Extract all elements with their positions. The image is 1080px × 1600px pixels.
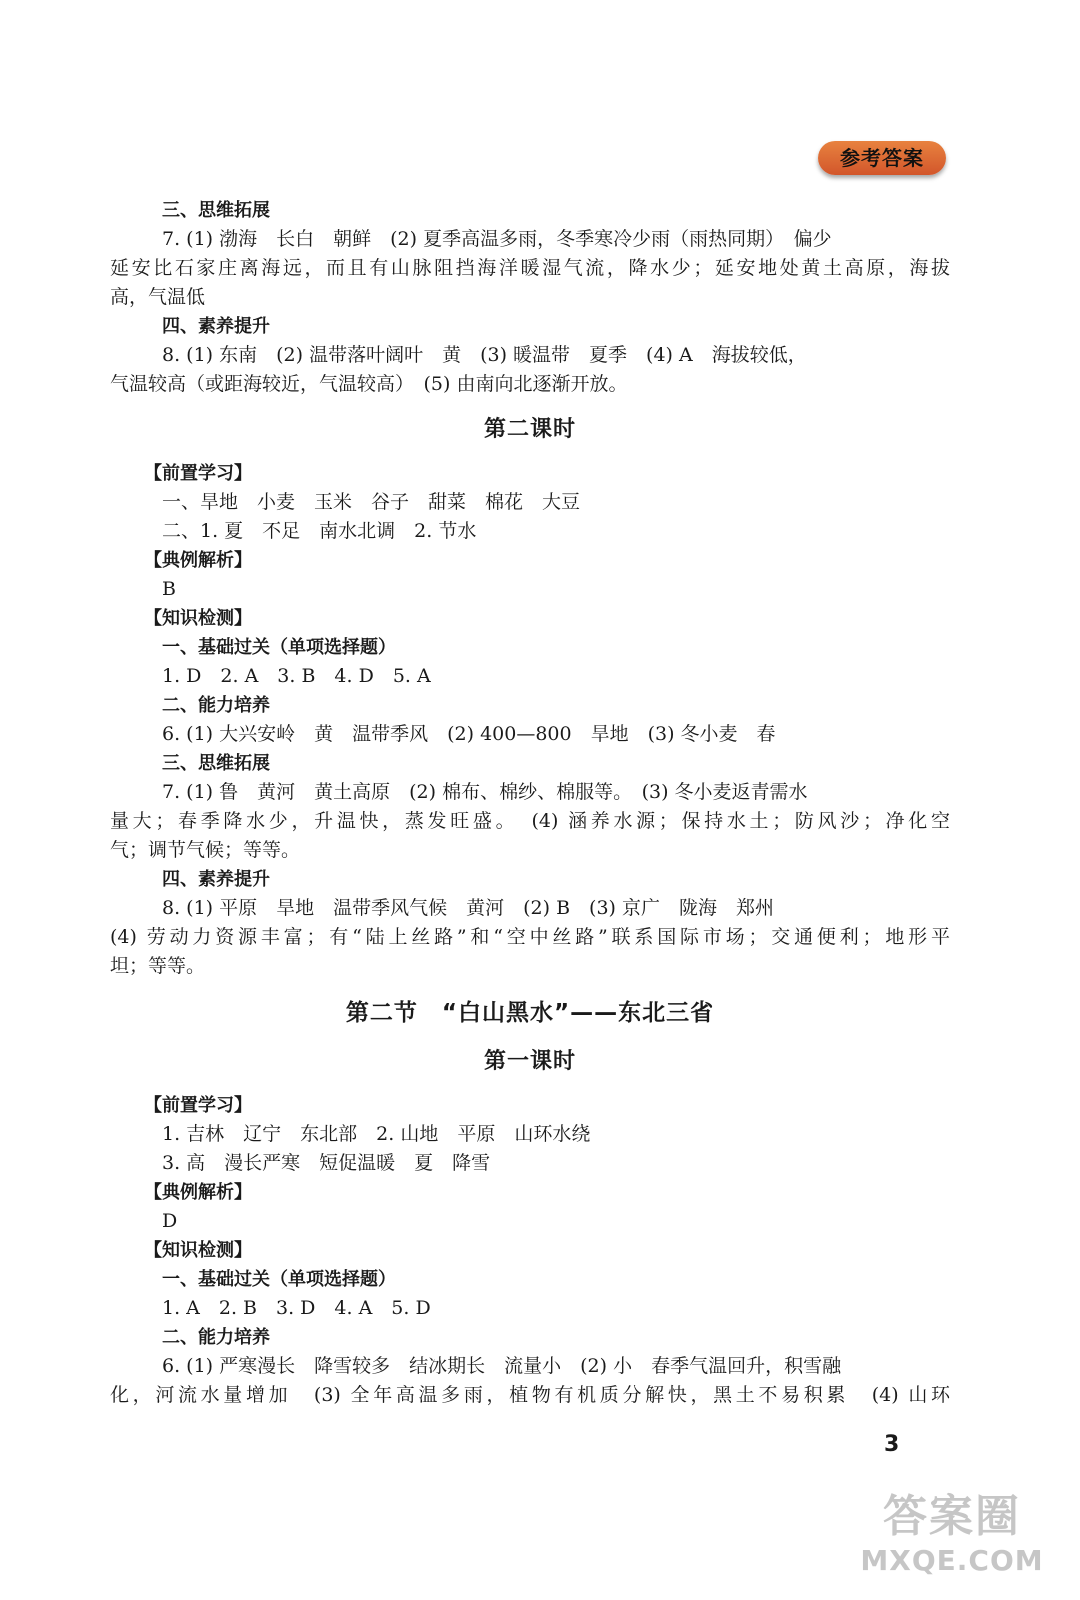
section-heading: 二、能力培养 xyxy=(162,695,270,716)
watermark-text: 答案圈 xyxy=(883,1491,1021,1542)
bracket-heading: 【 前置学习 】 xyxy=(110,1091,950,1120)
answer-line: B xyxy=(162,578,176,600)
answer-line: D xyxy=(162,1210,178,1232)
section-heading: 三、思维拓展 xyxy=(162,200,270,221)
page-content xyxy=(110,196,950,1410)
answer-line: 坦；等等。 xyxy=(110,955,206,977)
section-heading: 二、能力培养 xyxy=(162,1327,270,1348)
answer-line: 6. (1) 严寒漫长 降雪较多 结冰期长 流量小 (2) 小 春季气温回升，积雪融 xyxy=(162,1355,842,1377)
answer-line: 气；调节气候；等等。 xyxy=(110,839,301,861)
answer-line: (4) 劳动力资源丰富；有“陆上丝路”和“空中丝路”联系国际市场；交通便利；地形平 xyxy=(110,926,950,948)
answer-line: 8. (1) 东南 (2) 温带落叶阔叶 黄 (3) 暖温带 夏季 (4) A 海拔较低， xyxy=(162,344,807,366)
section-heading: 四、素养提升 xyxy=(162,869,270,890)
answer-line: 量大；春季降水少，升温快，蒸发旺盛。 (4) 涵养水源；保持水土；防风沙；净化空 xyxy=(110,810,950,832)
answer-line: 气温较高（或距海较近，气温较高） (5) 由南向北逐渐开放。 xyxy=(110,373,628,395)
section-heading: 三、思维拓展 xyxy=(162,753,270,774)
answer-line: 6. (1) 大兴安岭 黄 温带季风 (2) 400—800 旱地 (3) 冬小麦 春 xyxy=(162,723,776,745)
answer-line: 3. 高 漫长严寒 短促温暖 夏 降雪 xyxy=(162,1152,491,1174)
page-number: 3 xyxy=(884,1432,900,1457)
answer-line: 1. D 2. A 3. B 4. D 5. A xyxy=(162,665,431,687)
answer-line: 延安比石家庄离海远，而且有山脉阻挡海洋暖湿气流，降水少；延安地处黄土高原，海拔 xyxy=(110,257,950,279)
answer-line: 二、1. 夏 不足 南水北调 2. 节水 xyxy=(162,520,477,542)
lesson-title: 第一课时 xyxy=(483,1049,576,1074)
answer-line: 7. (1) 鲁 黄河 黄土高原 (2) 棉布、棉纱、棉服等。 (3) 冬小麦返青需水 xyxy=(162,781,808,803)
answer-line: 1. A 2. B 3. D 4. A 5. D xyxy=(162,1297,431,1319)
watermark-domain: MXQE.COM xyxy=(860,1544,1044,1577)
bracket-heading: 【 典例解析 】 xyxy=(110,1178,950,1207)
answer-line: 1. 吉林 辽宁 东北部 2. 山地 平原 山环水绕 xyxy=(162,1123,591,1145)
bracket-heading: 【 前置学习 】 xyxy=(110,459,950,488)
section-title: 第二节 “白山黑水”——东北三省 xyxy=(345,1000,715,1026)
answer-line: 一、旱地 小麦 玉米 谷子 甜菜 棉花 大豆 xyxy=(162,491,581,513)
section-heading: 一、基础过关（单项选择题） xyxy=(162,1269,396,1290)
answer-line: 化，河流水量增加 (3) 全年高温多雨，植物有机质分解快，黑土不易积累 (4) 山环 xyxy=(110,1384,950,1406)
answer-line: 8. (1) 平原 旱地 温带季风气候 黄河 (2) B (3) 京广 陇海 郑州 xyxy=(162,897,774,919)
lesson-title: 第二课时 xyxy=(483,417,576,442)
bracket-heading: 【 典例解析 】 xyxy=(110,546,950,575)
answer-line: 高，气温低 xyxy=(110,286,206,308)
watermark-logo xyxy=(852,1490,1052,1590)
section-heading: 四、素养提升 xyxy=(162,316,270,337)
answer-line: 7. (1) 渤海 长白 朝鲜 (2) 夏季高温多雨，冬季寒冷少雨（雨热同期） 偏少 xyxy=(162,228,832,250)
bracket-heading: 【 知识检测 】 xyxy=(110,604,950,633)
answer-key-badge: 参考答案 xyxy=(818,141,946,175)
bracket-heading: 【 知识检测 】 xyxy=(110,1236,950,1265)
section-heading: 一、基础过关（单项选择题） xyxy=(162,637,396,658)
